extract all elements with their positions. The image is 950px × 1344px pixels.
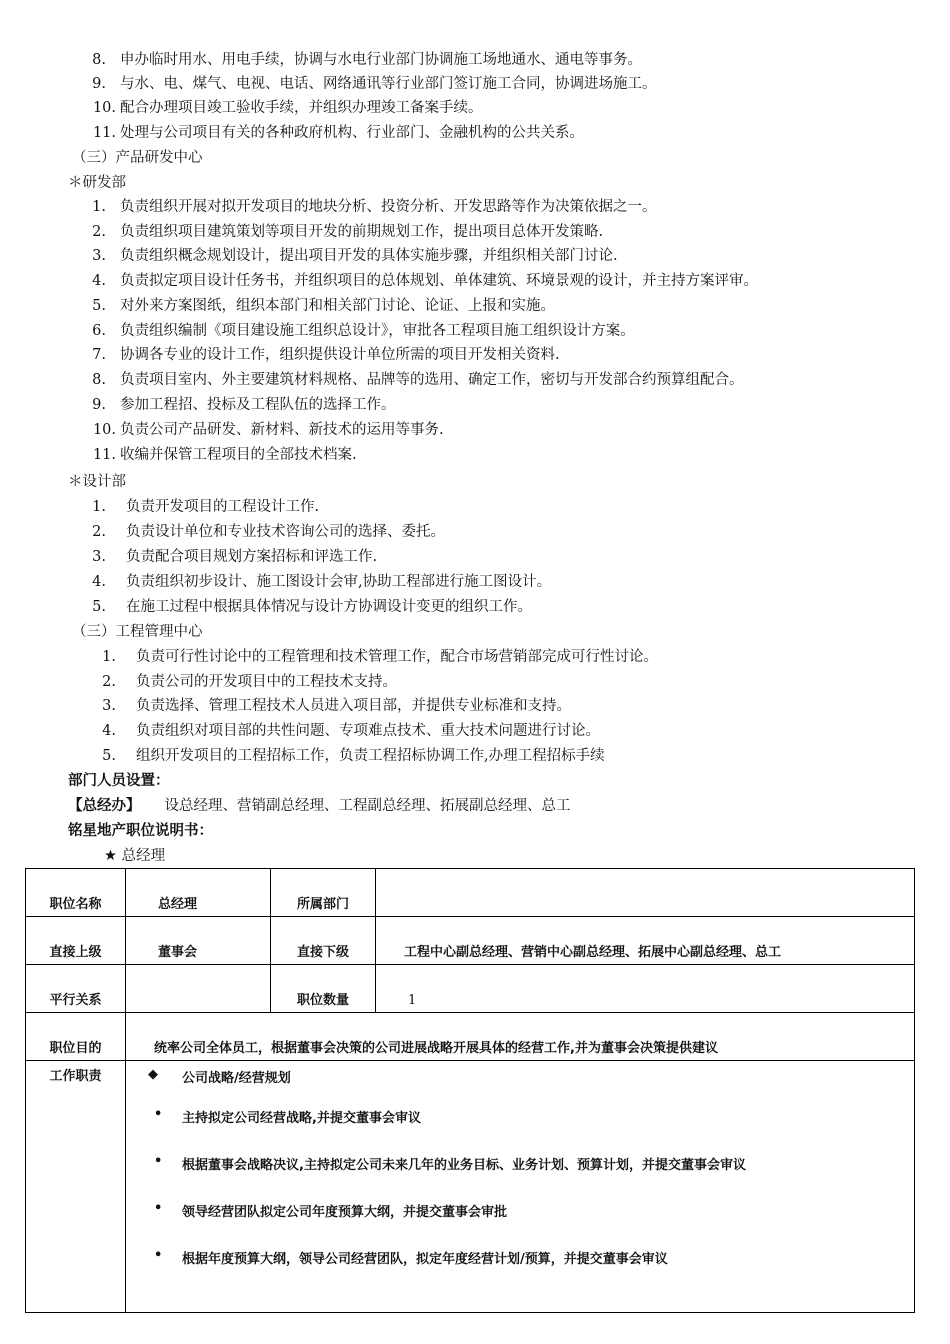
bullet-icon: • [154,1201,163,1216]
job-desc-heading: 铭星地产职位说明书： [68,823,213,839]
subsection-heading-rd: ＊研发部 [68,175,126,191]
value-direct-subordinate: 工程中心副总经理、营销中心副总经理、拓展中心副总经理、总工 [376,917,915,965]
staff-heading: 部门人员设置： [68,773,170,789]
label-duties: 工作职责 [26,1061,126,1313]
subsection-heading-design: ＊设计部 [68,474,126,490]
list-item: 4. 负责拟定项目设计任务书，并组织项目的总体规划、单体建筑、环境景观的设计，并主持方案评审。 [92,273,758,289]
value-parallel-relation [126,965,271,1013]
gm-office-line [68,796,571,816]
list-item: 1. 负责组织开展对拟开发项目的地块分析、投资分析、开发思路等作为决策依据之一。 [92,199,657,215]
section-heading-product: （三）产品研发中心 [72,150,203,166]
list-item: 4. 负责组织对项目部的共性问题、专项难点技术、重大技术问题进行讨论。 [102,723,600,739]
list-item: 7. 协调各专业的设计工作，组织提供设计单位所需的项目开发相关资料. [92,347,560,363]
list-item [126,1195,914,1242]
list-item: 2. 负责组织项目建筑策划等项目开发的前期规划工作，提出项目总体开发策略. [92,224,604,240]
list-item: 9. 参加工程招、投标及工程队伍的选择工作。 [92,397,396,413]
label-parallel-relation: 平行关系 [26,965,126,1013]
list-item: 8. 申办临时用水、用电手续，协调与水电行业部门协调施工场地通水、通电等事务。 [92,52,642,68]
list-item: 5. 对外来方案图纸，组织本部门和相关部门讨论、论证、上报和实施。 [92,298,555,314]
label-position-name: 职位名称 [26,869,126,917]
list-item: 10. 负责公司产品研发、新材料、新技术的运用等事务. [92,422,444,438]
duty-header: 公司战略/经营规划 [182,1071,291,1086]
label-direct-subordinate: 直接下级 [271,917,376,965]
list-item: 8. 负责项目室内、外主要建筑材料规格、品牌等的选用、确定工作，密切与开发部合约预算组配合。 [92,372,744,388]
list-item: 3. 负责选择、管理工程技术人员进入项目部，并提供专业标准和支持。 [102,698,571,714]
section-heading-engineering: （三）工程管理中心 [72,624,203,640]
list-item: 9. 与水、电、煤气、电视、电话、网络通讯等行业部门签订施工合同，协调进场施工。 [92,76,657,92]
list-item: 5. 组织开发项目的工程招标工作，负责工程招标协调工作,办理工程招标手续 [102,748,605,764]
list-item [126,1242,914,1289]
list-item [126,1101,914,1148]
list-item: 1. 负责可行性讨论中的工程管理和技术管理工作，配合市场营销部完成可行性讨论。 [102,649,658,665]
list-item: 3. 负责组织概念规划设计，提出项目开发的具体实施步骤，并组织相关部门讨论. [92,248,618,264]
table-row [26,965,915,1013]
list-item: 2. 负责设计单位和专业技术咨询公司的选择、委托。 [92,524,445,540]
gm-office-label: 【总经办】 [68,798,141,814]
value-direct-superior: 董事会 [126,917,271,965]
diamond-bullet-icon: ◆ [148,1067,158,1082]
duties-cell [126,1061,915,1313]
bullet-icon: • [154,1154,163,1169]
table-row [26,869,915,917]
table-row [26,1013,915,1061]
list-item [126,1148,914,1195]
label-direct-superior: 直接上级 [26,917,126,965]
list-item: 11. 收编并保管工程项目的全部技术档案. [92,447,357,463]
gm-title: ★ 总经理 [104,848,166,864]
value-position-count: 1 [376,965,915,1013]
duty-text: 领导经营团队拟定公司年度预算大纲，并提交董事会审批 [182,1205,508,1220]
duty-text: 根据年度预算大纲，领导公司经营团队，拟定年度经营计划/预算，并提交董事会审议 [182,1252,668,1267]
list-item: 11. 处理与公司项目有关的各种政府机构、行业部门、金融机构的公共关系。 [92,125,584,141]
table-row [26,917,915,965]
duty-text: 根据董事会战略决议,主持拟定公司未来几年的业务目标、业务计划、预算计划，并提交董事会审议 [182,1158,746,1173]
value-position-name: 总经理 [126,869,271,917]
gm-office-text: 设总经理、营销副总经理、工程副总经理、拓展副总经理、总工 [164,798,571,814]
label-position-purpose: 职位目的 [26,1013,126,1061]
list-item: 6. 负责组织编制《项目建设施工组织总设计》，审批各工程项目施工组织设计方案。 [92,323,635,339]
duty-header-row [126,1061,914,1101]
job-description-table [25,868,915,1313]
list-item: 3. 负责配合项目规划方案招标和评选工作. [92,549,378,565]
value-department [376,869,915,917]
list-item: 4. 负责组织初步设计、施工图设计会审,协助工程部进行施工图设计。 [92,574,552,590]
duty-text: 主持拟定公司经营战略,并提交董事会审议 [182,1111,421,1126]
list-item: 1. 负责开发项目的工程设计工作. [92,499,320,515]
list-item: 2. 负责公司的开发项目中的工程技术支持。 [102,674,397,690]
list-item: 10. 配合办理项目竣工验收手续，并组织办理竣工备案手续。 [92,100,483,116]
bullet-icon: • [154,1107,163,1122]
value-position-purpose: 统率公司全体员工，根据董事会决策的公司进展战略开展具体的经营工作,并为董事会决策提供建议 [126,1013,915,1061]
label-department: 所属部门 [271,869,376,917]
bullet-icon: • [154,1248,163,1263]
list-item: 5. 在施工过程中根据具体情况与设计方协调设计变更的组织工作。 [92,599,532,615]
table-row [26,1061,915,1313]
label-position-count: 职位数量 [271,965,376,1013]
